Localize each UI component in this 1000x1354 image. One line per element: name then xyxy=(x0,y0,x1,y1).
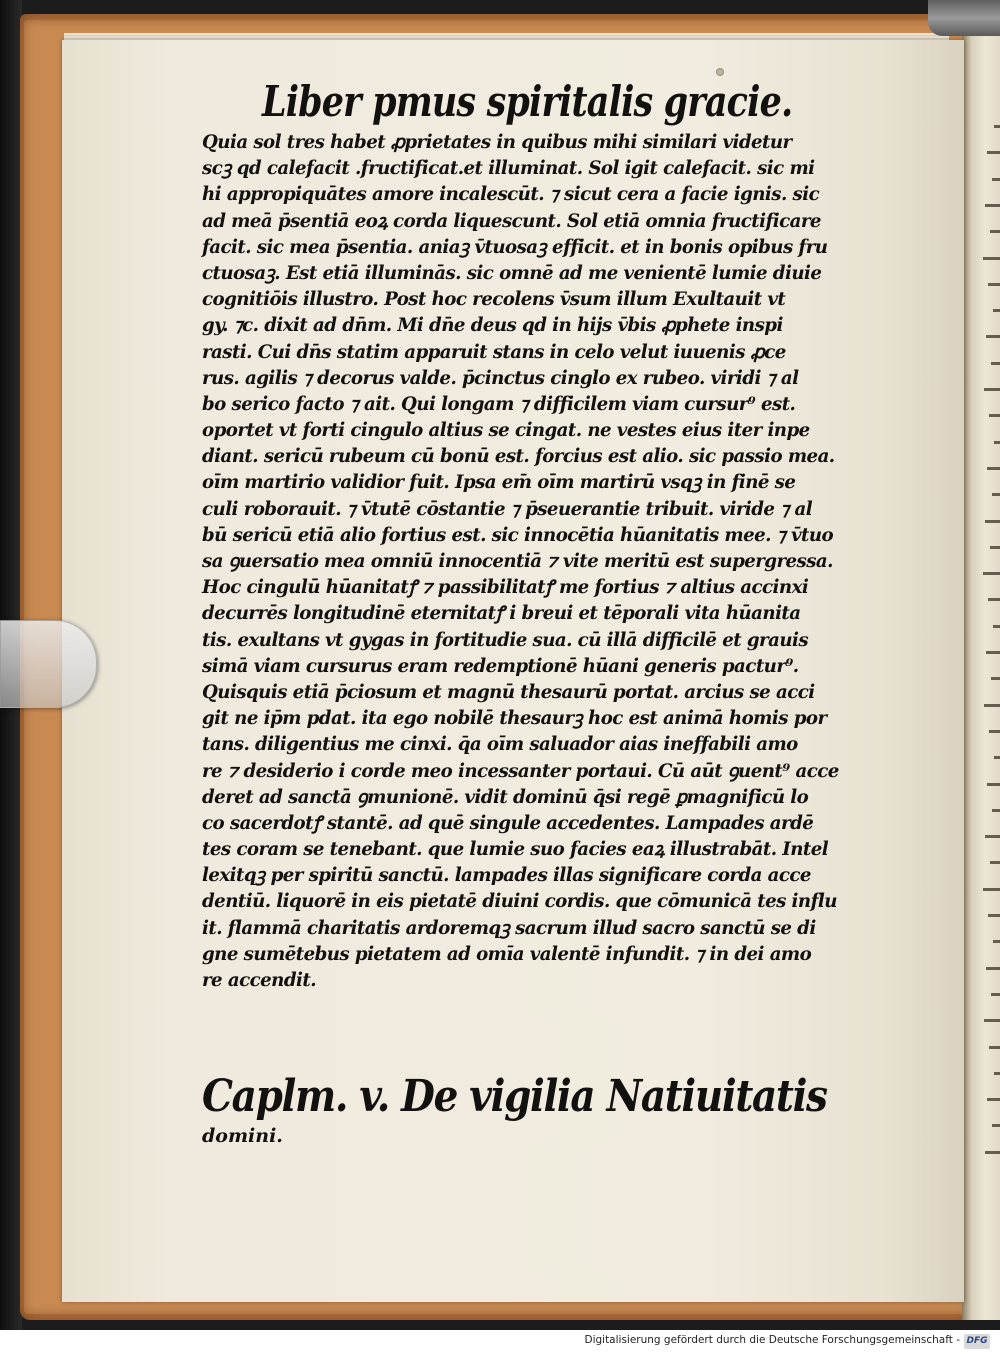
text-line: oīm martirio validior fuit. Ipsa em̄ oīm martirū vsqꝫ in finē se xyxy=(202,472,796,494)
facing-page-line-fragment xyxy=(993,940,1000,943)
digitization-footer xyxy=(0,1330,1000,1354)
text-line: lexitqꝫ per spiritū sanctū. lampades illas significare corda acce xyxy=(202,865,811,887)
facing-page-line-fragment xyxy=(991,993,1000,996)
text-line: facit. sic mea p̄sentia. aniaꝫ v̄tuosaꝫ efficit. et in bonis opibus fru xyxy=(202,236,828,258)
dfg-logo: DFG xyxy=(964,1334,990,1349)
metal-clasp xyxy=(928,0,1000,36)
text-line: Quia sol tres habet ꝓprietates in quibus mihi similari videtur xyxy=(202,132,792,153)
text-line: tis. exultans vt gygas in fortitudie sua. cū illā difficilē et grauis xyxy=(202,629,809,651)
facing-page-line-fragment xyxy=(990,546,1000,549)
funding-credit: Digitalisierung gefördert durch die Deutsche Forschungsgemeinschaft - xyxy=(584,1334,960,1346)
text-line: Quisquis etiā p̄ciosum et magnū thesaurū portat. arcius se acci xyxy=(202,681,815,703)
text-line: co sacerdotꝭ stantē. ad quē singule accedentes. Lampades ardē xyxy=(202,812,814,834)
facing-page-line-fragment xyxy=(989,1046,1000,1049)
text-line: diant. sericū rubeum cū bonū est. forcius est alio. sic passio mea. xyxy=(202,446,835,468)
chapter-heading: Caplm. v. De vigilia Natiuitatis xyxy=(202,1071,827,1122)
text-line: deret ad sanctā ꝯmunionē. vidit dominū q̄si regē ꝑmagnificū lo xyxy=(202,786,809,808)
facing-page-line-fragment xyxy=(993,309,1000,312)
text-line: it. flammā charitatis ardoremqꝫ sacrum illud sacro sanctū se di xyxy=(202,917,816,939)
text-line: Hoc cingulū hūanitatꝭ ⁊ passibilitatꝭ me fortius ⁊ altius accinxi xyxy=(202,577,809,599)
text-line: gne sumētebus pietatem ad omīa valentē infundit. ⁊ in dei amo xyxy=(202,943,812,965)
text-line: tans. diligentius me cinxi. q̄a oīm saluador aias ineffabili amo xyxy=(202,734,798,756)
text-line: dentiū. liquorē in eis pietatē diuini cordis. que cōmunicā tes influ xyxy=(202,891,837,913)
facing-page-line-fragment xyxy=(989,730,1000,733)
text-line: ad meā p̄sentiā eoꝝ corda liquescunt. Sol etiā omnia fructificare xyxy=(202,210,821,232)
facing-page-line-fragment xyxy=(992,493,1000,496)
text-line: git ne ip̄m pdat. ita ego nobilē thesaurꝫ hoc est animā homis por xyxy=(202,708,827,730)
facing-page-line-fragment xyxy=(994,756,1000,759)
text-line: tes coram se tenebant. que lumie suo facies eaꝝ illustrabāt. Intel xyxy=(202,839,829,861)
text-line: rasti. Cui dn̄s statim apparuit stans in celo velut iuuenis ꝓce xyxy=(202,341,786,363)
text-line: re ⁊ desiderio i corde meo incessanter portaui. Cū aūt ꝯuent⁹ acce xyxy=(202,760,839,782)
facing-page-line-fragment xyxy=(983,888,1000,891)
page-title: Liber pmus spiritalis gracie. xyxy=(262,77,793,126)
text-line: culi roborauit. ⁊ v̄tutē cōstantie ⁊ p̄seuerantie tribuit. viride ⁊ al xyxy=(202,498,813,520)
facing-page-line-fragment xyxy=(993,625,1000,628)
text-line: oportet vt forti cingulo altius se cingat. ne vestes eius iter inpe xyxy=(202,420,810,442)
facing-page-line-fragment xyxy=(989,414,1000,417)
facing-page-line-fragment xyxy=(985,1151,1000,1154)
facing-page-line-fragment xyxy=(984,1019,1000,1022)
facing-page-line-fragment xyxy=(985,204,1000,207)
text-line: hi appropiquātes amore incalescūt. ⁊ sicut cera a facie ignis. sic xyxy=(202,184,820,206)
facing-page-line-fragment xyxy=(984,704,1000,707)
body-text-block xyxy=(202,130,842,994)
text-line: bū sericū etiā alio fortius est. sic innocētia hūanitatis mee. ⁊ v̄tuo xyxy=(202,524,834,546)
facing-page-line-fragment xyxy=(986,651,1000,654)
facing-page-text-fragments xyxy=(975,30,1000,1320)
facing-page-line-fragment xyxy=(994,1072,1000,1075)
page-pinhole xyxy=(716,68,724,76)
facing-page-line-fragment xyxy=(987,1098,1000,1101)
facing-page-line-fragment xyxy=(988,914,1000,917)
chapter-heading-continuation: domini. xyxy=(202,1125,283,1147)
text-line: bo serico facto ⁊ ait. Qui longam ⁊ difficilem viam cursur⁹ est. xyxy=(202,393,796,415)
facing-page-line-fragment xyxy=(984,388,1000,391)
text-line: decurrēs longitudinē eternitatꝭ i breui et tēporali vita hūanita xyxy=(202,603,801,625)
facing-page-line-fragment xyxy=(985,520,1000,523)
facing-page-line-fragment xyxy=(988,598,1000,601)
facing-page-line-fragment xyxy=(990,861,1000,864)
text-line: ctuosaꝫ. Est etiā illuminās. sic omnē ad me venientē lumie diuie xyxy=(202,262,822,284)
facing-page-line-fragment xyxy=(991,362,1000,365)
facing-page-line-fragment xyxy=(992,1124,1000,1127)
text-line: cognitiōis illustro. Post hoc recolens v̄sum illum Exultauit vt xyxy=(202,289,786,311)
facing-page-line-fragment xyxy=(988,283,1000,286)
facing-page-line-fragment xyxy=(983,257,1000,260)
facing-page-line-fragment xyxy=(986,335,1000,338)
facing-page-line-fragment xyxy=(987,783,1000,786)
facing-page-line-fragment xyxy=(994,441,1000,444)
facing-page-line-fragment xyxy=(990,230,1000,233)
facing-page-line-fragment xyxy=(985,835,1000,838)
facing-page-line-fragment xyxy=(992,809,1000,812)
facing-page-line-fragment xyxy=(983,572,1000,575)
text-line: rus. agilis ⁊ decorus valde. p̄cinctus cinglo ex rubeo. viridi ⁊ al xyxy=(202,367,799,389)
facing-page-line-fragment xyxy=(991,677,1000,680)
text-line: scꝫ qd calefacit .fructificat.et illuminat. Sol igit calefacit. sic mi xyxy=(202,158,815,180)
text-line: gy. ⁊c. dixit ad dn̄m. Mi dn̄e deus qd in hijs v̄bis ꝓphete inspi xyxy=(202,315,783,337)
facing-page-line-fragment xyxy=(986,967,1000,970)
facing-page-line-fragment xyxy=(987,467,1000,470)
facing-page-line-fragment xyxy=(987,151,1000,154)
facing-page-line-fragment xyxy=(992,178,1000,181)
text-line: sa ꝯuersatio mea omniū innocentiā ⁊ vite meritū est supergressa. xyxy=(202,551,833,572)
facing-page-line-fragment xyxy=(994,125,1000,128)
text-line: re accendit. xyxy=(202,970,316,991)
text-line: simā viam cursurus eram redemptionē hūani generis pactur⁹. xyxy=(202,655,799,677)
scanner-clip xyxy=(0,620,97,708)
